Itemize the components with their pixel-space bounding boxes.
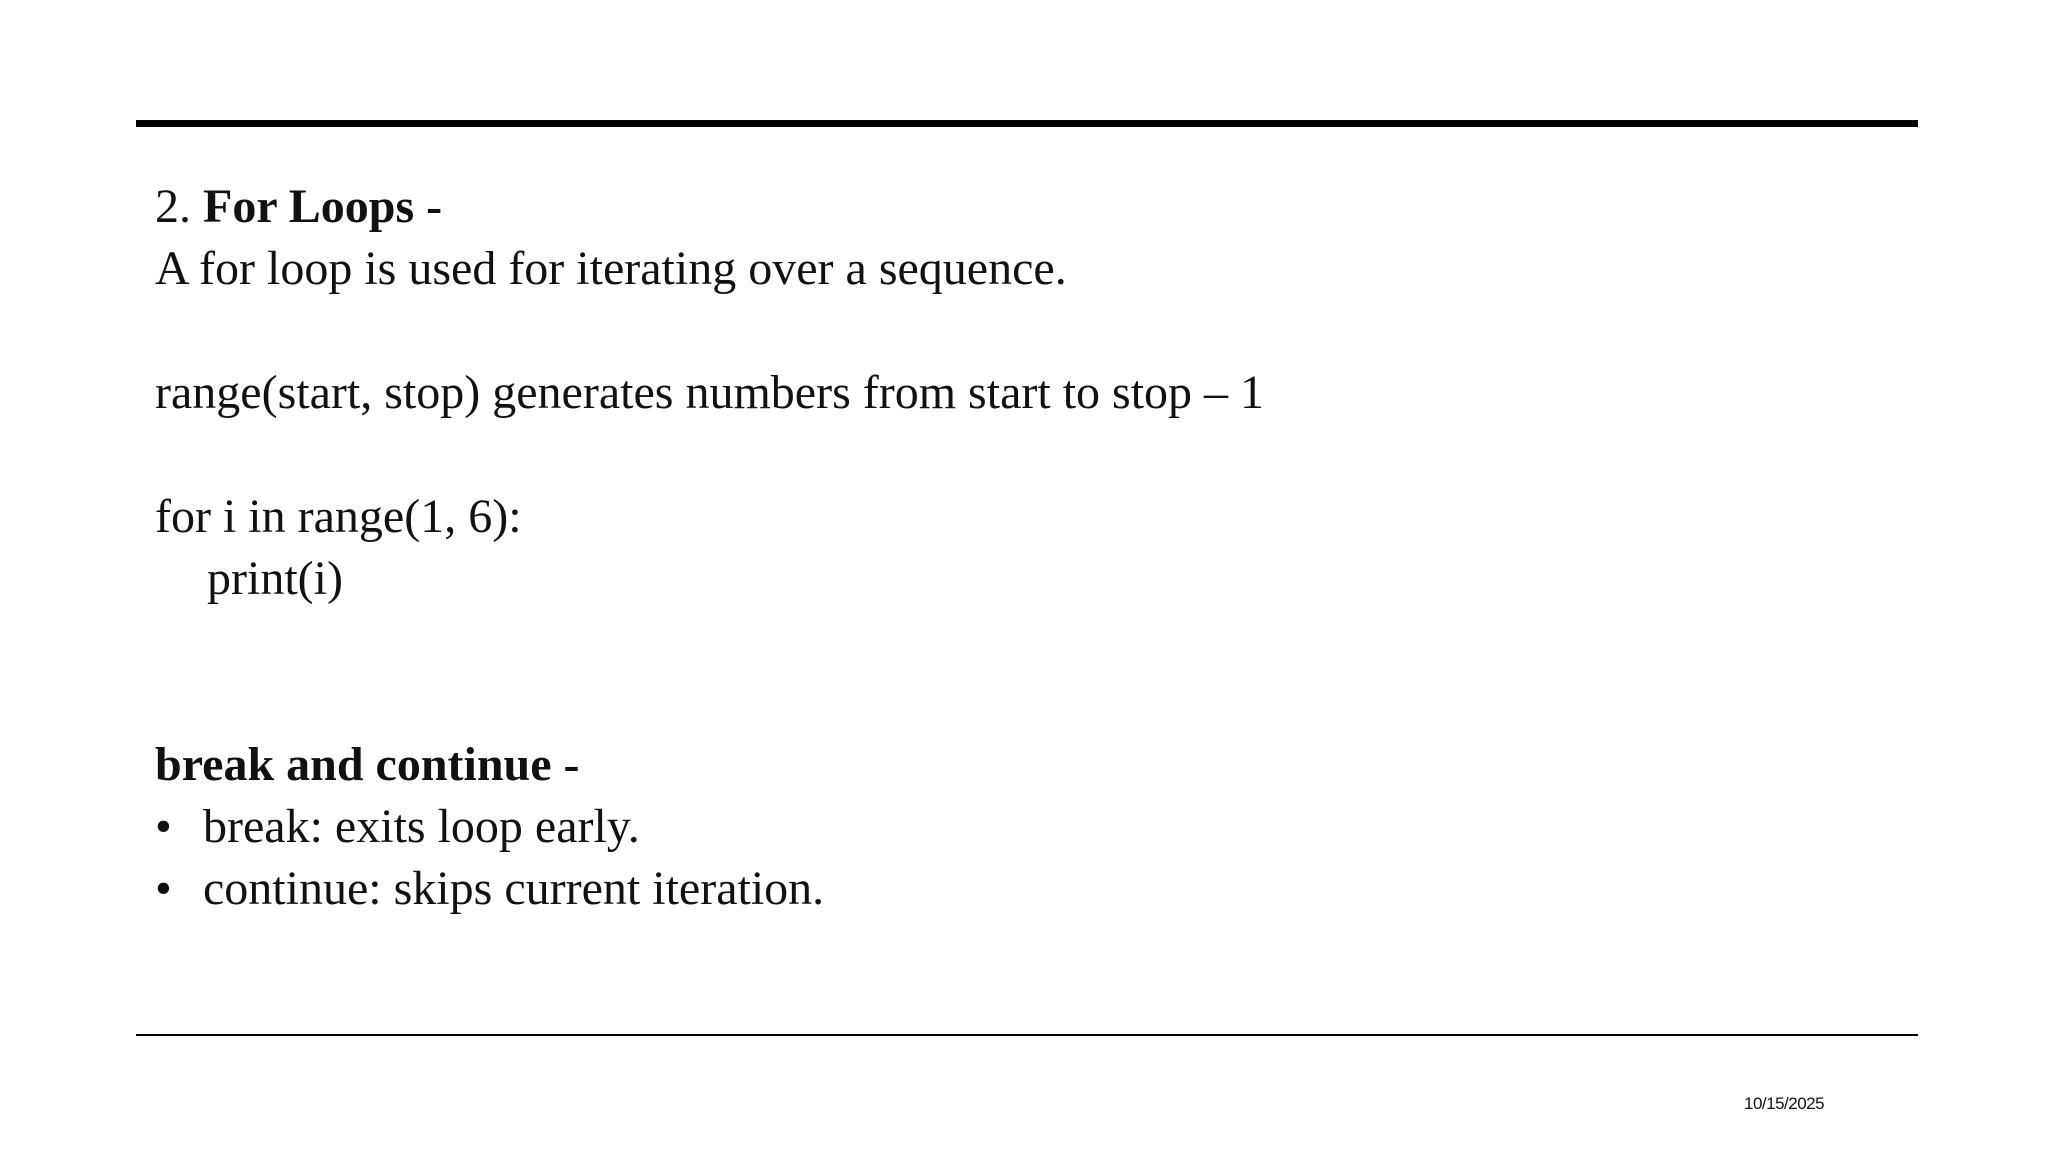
spacer: [155, 424, 1855, 486]
spacer: [155, 300, 1855, 362]
subheading: break and continue -: [155, 738, 580, 791]
bullet-icon: •: [155, 800, 172, 853]
top-divider: [136, 120, 1918, 127]
intro-text: A for loop is used for iterating over a sequence.: [155, 242, 1067, 295]
code-line-1: for i in range(1, 6):: [155, 490, 522, 543]
bullet-text: break: exits loop early.: [203, 800, 640, 853]
bottom-divider: [136, 1034, 1918, 1036]
code-line-2: print(i): [207, 552, 343, 605]
bullet-item: [155, 796, 1855, 858]
bullet-icon: •: [155, 862, 172, 915]
section-heading: [155, 176, 1855, 238]
range-note: range(start, stop) generates numbers from start to stop – 1: [155, 366, 1265, 419]
spacer: [155, 610, 1855, 734]
heading-number: 2.: [155, 180, 191, 233]
bullet-item: [155, 858, 1855, 920]
heading-title: For Loops -: [203, 180, 443, 233]
bullet-text: continue: skips current iteration.: [203, 862, 825, 915]
slide-body: [155, 176, 1855, 920]
footer-date: 10/15/2025: [1744, 1094, 1825, 1113]
